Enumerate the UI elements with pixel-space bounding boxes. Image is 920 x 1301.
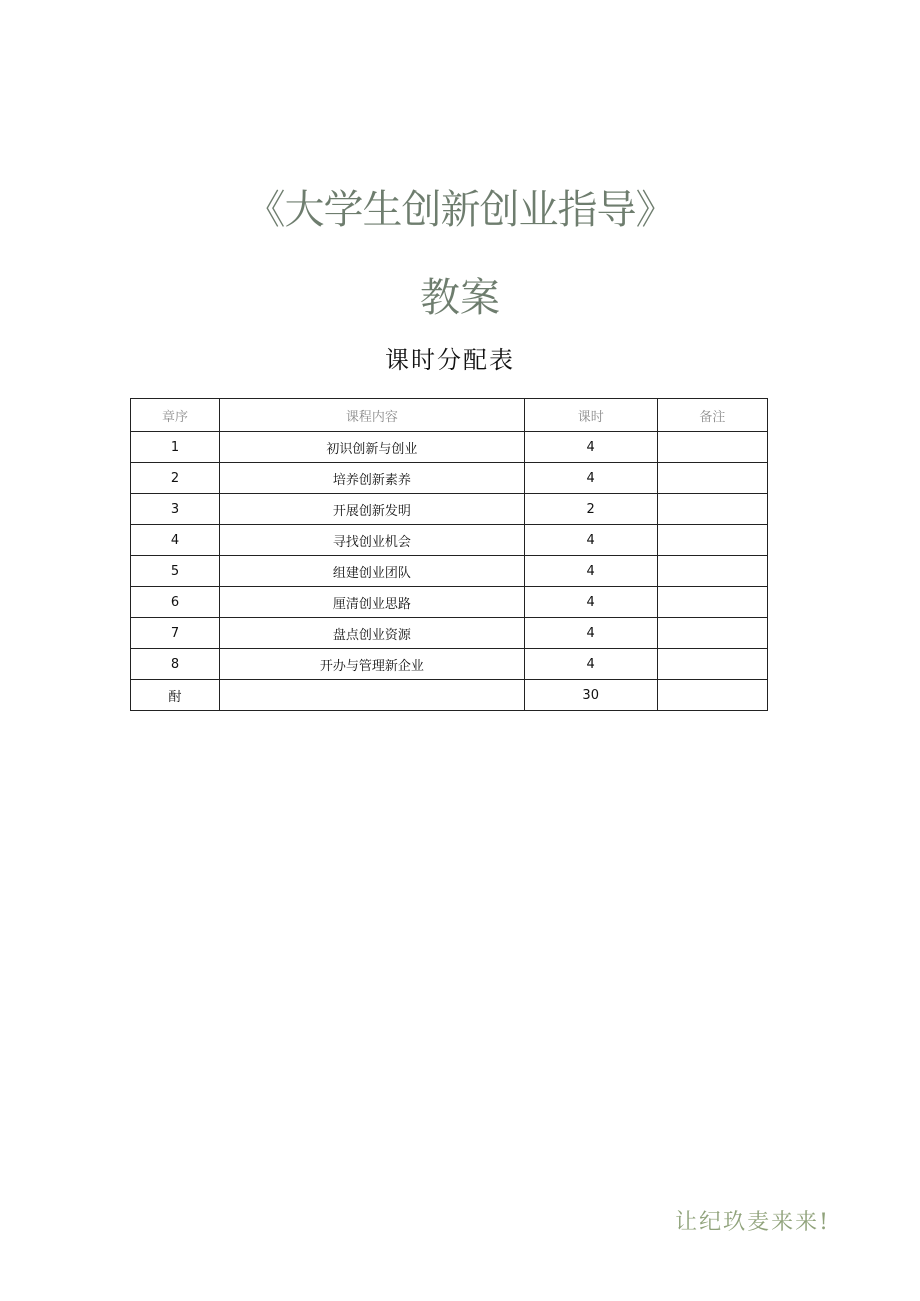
cell-content: 盘点创业资源 [220,618,524,649]
class-hours-table [130,398,768,711]
cell-content: 开办与管理新企业 [220,649,524,680]
table-row [131,649,768,680]
document-subtitle: 教案 [420,275,500,321]
cell-chapter: 4 [131,525,220,556]
cell-chapter: 2 [131,463,220,494]
cell-note [657,525,767,556]
cell-chapter: 3 [131,494,220,525]
cell-content: 开展创新发明 [220,494,524,525]
cell-note [657,556,767,587]
cell-note [657,680,767,711]
table-row [131,525,768,556]
cell-note [657,618,767,649]
cell-note [657,649,767,680]
cell-hours: 2 [524,494,657,525]
cell-hours: 4 [524,525,657,556]
cell-content: 初识创新与创业 [220,432,524,463]
cell-hours: 4 [524,432,657,463]
cell-hours: 4 [524,587,657,618]
cell-chapter: 8 [131,649,220,680]
table-row [131,587,768,618]
table-title: 课时分配表 [385,346,515,374]
header-content: 课程内容 [220,399,524,432]
cell-total-label: 酎 [131,680,220,711]
cell-hours: 4 [524,618,657,649]
document-title: 《大学生创新创业指导》 [245,187,675,233]
cell-chapter: 7 [131,618,220,649]
cell-note [657,463,767,494]
table-row [131,432,768,463]
cell-chapter: 1 [131,432,220,463]
table-total-row [131,680,768,711]
cell-hours: 4 [524,649,657,680]
cell-note [657,587,767,618]
header-hours: 课时 [524,399,657,432]
cell-chapter: 5 [131,556,220,587]
table-row [131,618,768,649]
cell-chapter: 6 [131,587,220,618]
table-row [131,463,768,494]
table-row [131,556,768,587]
footer-slogan: 让纪玖麦来来! [675,1210,830,1235]
table-header-row [131,399,768,432]
cell-note [657,494,767,525]
cell-content: 厘清创业思路 [220,587,524,618]
cell-content: 组建创业团队 [220,556,524,587]
cell-content: 寻找创业机会 [220,525,524,556]
cell-content: 培养创新素养 [220,463,524,494]
header-note: 备注 [657,399,767,432]
cell-total-hours: 30 [524,680,657,711]
cell-content [220,680,524,711]
cell-hours: 4 [524,556,657,587]
header-chapter: 章序 [131,399,220,432]
cell-hours: 4 [524,463,657,494]
table-row [131,494,768,525]
cell-note [657,432,767,463]
